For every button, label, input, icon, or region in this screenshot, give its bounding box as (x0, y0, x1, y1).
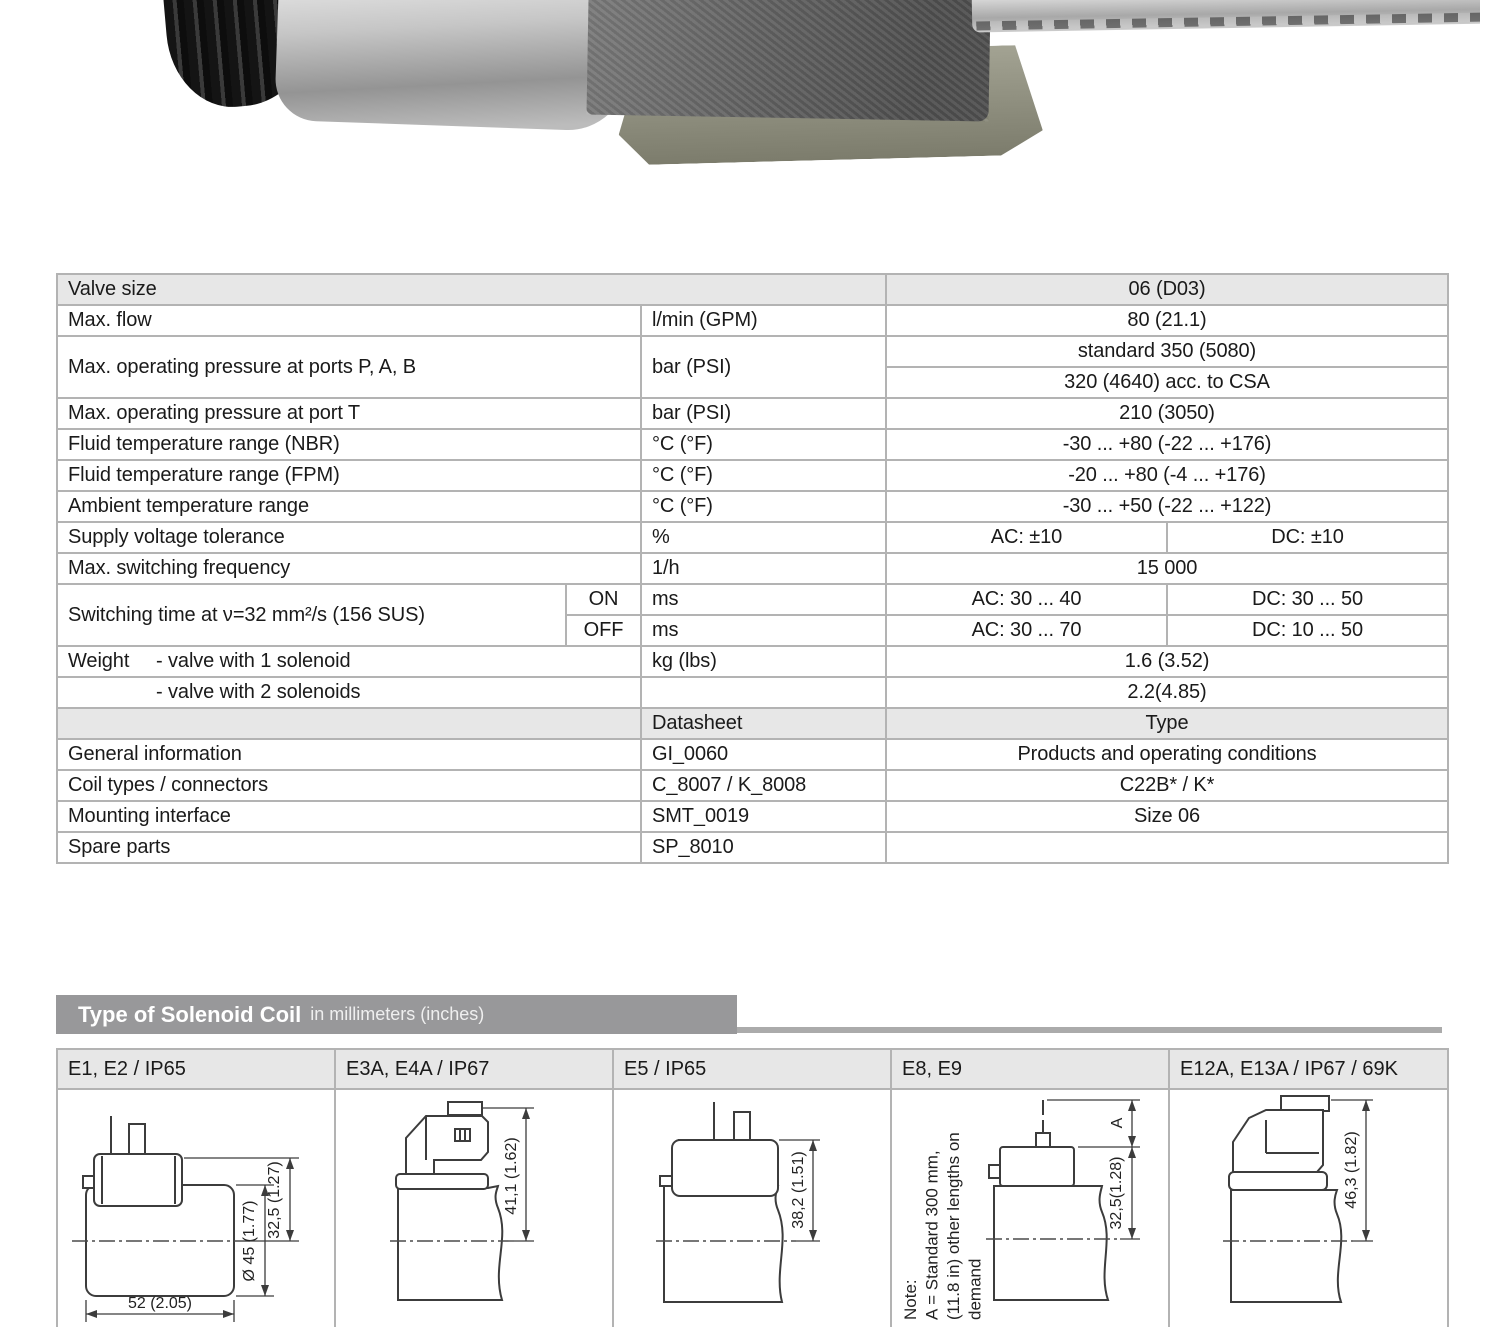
coil-col-header-e12a-e13a: E12A, E13A / IP67 / 69K (1169, 1049, 1448, 1089)
dimension-label-height: 38,2 (1.51) (790, 1151, 807, 1229)
pressure-pab-unit: bar (PSI) (641, 336, 886, 398)
switching-time-off-unit: ms (641, 615, 886, 646)
coil-cell-e5 (613, 1089, 891, 1327)
weight-1-item: - valve with 1 solenoid (156, 650, 351, 672)
coil-col-header-e1-e2: E1, E2 / IP65 (57, 1049, 335, 1089)
valve-product-photo (140, 0, 1480, 168)
valve-right-tube (972, 0, 1480, 33)
coil-col-header-e3a-e4a: E3A, E4A / IP67 (335, 1049, 613, 1089)
general-info-datasheet: GI_0060 (641, 739, 886, 770)
mounting-type: Size 06 (886, 801, 1448, 832)
switching-freq-unit: 1/h (641, 553, 886, 584)
dimension-label-width: 52 (2.05) (127, 1295, 193, 1312)
coil-cell-e8-e9 (891, 1089, 1169, 1327)
fluid-temp-nbr-unit: °C (°F) (641, 429, 886, 460)
switching-time-on: ON (566, 584, 641, 615)
supply-voltage-ac: AC: ±10 (886, 522, 1167, 553)
coil-types-datasheet: C_8007 / K_8008 (641, 770, 886, 801)
spec-table (56, 273, 1449, 864)
weight-1-value: 1.6 (3.52) (886, 646, 1448, 677)
coil-section-subtitle: in millimeters (inches) (310, 1004, 485, 1024)
weight-word: Weight (68, 650, 130, 672)
switching-time-on-unit: ms (641, 584, 886, 615)
general-info-type: Products and operating conditions (886, 739, 1448, 770)
supply-voltage-label: Supply voltage tolerance (57, 522, 641, 553)
supply-voltage-dc: DC: ±10 (1167, 522, 1448, 553)
switching-freq-value: 15 000 (886, 553, 1448, 584)
switching-time-label: Switching time at ν=32 mm²/s (156 SUS) (57, 584, 566, 646)
max-flow-unit: l/min (GPM) (641, 305, 886, 336)
mounting-label: Mounting interface (57, 801, 641, 832)
coil-diagram-e5 (614, 1090, 890, 1325)
pressure-pab-value-standard: standard 350 (5080) (886, 336, 1448, 367)
weight-unit: kg (lbs) (641, 646, 886, 677)
pressure-pab-label: Max. operating pressure at ports P, A, B (57, 336, 641, 398)
coil-cell-e12a-e13a (1169, 1089, 1448, 1327)
valve-solenoid-tube (274, 0, 634, 132)
switching-time-off-ac: AC: 30 ... 70 (886, 615, 1167, 646)
coil-diagram-e1-e2 (58, 1090, 334, 1325)
spare-parts-datasheet: SP_8010 (641, 832, 886, 863)
coil-diagram-e3a-e4a (336, 1090, 612, 1325)
supply-voltage-unit: % (641, 522, 886, 553)
ambient-temp-unit: °C (°F) (641, 491, 886, 522)
coil-diagram-e12a-e13a (1171, 1090, 1447, 1325)
coil-col-header-e5: E5 / IP65 (613, 1049, 891, 1089)
general-info-label: General information (57, 739, 641, 770)
weight-2-unit-empty (641, 677, 886, 708)
switching-time-off: OFF (566, 615, 641, 646)
fluid-temp-nbr-value: -30 ... +80 (-22 ... +176) (886, 429, 1448, 460)
fluid-temp-nbr-label: Fluid temperature range (NBR) (57, 429, 641, 460)
pressure-pab-value-csa: 320 (4640) acc. to CSA (886, 367, 1448, 398)
coil-diagram-e8-e9 (892, 1090, 1168, 1325)
fluid-temp-fpm-unit: °C (°F) (641, 460, 886, 491)
ambient-temp-value: -30 ... +50 (-22 ... +122) (886, 491, 1448, 522)
coil-cell-e1-e2 (57, 1089, 335, 1327)
dimension-label-length: A (1109, 1117, 1126, 1129)
valve-size-label: Valve size (57, 274, 886, 305)
mounting-datasheet: SMT_0019 (641, 801, 886, 832)
pressure-t-unit: bar (PSI) (641, 398, 886, 429)
spare-parts-label: Spare parts (57, 832, 641, 863)
coil-section-title: Type of Solenoid Coil (78, 1001, 302, 1027)
dimension-label-height: 46,3 (1.82) (1342, 1131, 1360, 1209)
dimension-label-diameter: Ø 45 (1.77) (241, 1200, 258, 1282)
fluid-temp-fpm-label: Fluid temperature range (FPM) (57, 460, 641, 491)
ref-header-type: Type (886, 708, 1448, 739)
coil-types-label: Coil types / connectors (57, 770, 641, 801)
coil-types-type: C22B* / K* (886, 770, 1448, 801)
ref-header-empty (57, 708, 641, 739)
coil-col-header-e8-e9: E8, E9 (891, 1049, 1169, 1089)
weight-1-label (57, 646, 641, 677)
ref-header-datasheet: Datasheet (641, 708, 886, 739)
pressure-t-label: Max. operating pressure at port T (57, 398, 641, 429)
coil-cell-e3a-e4a (335, 1089, 613, 1327)
dimension-label-height: 32,5 (1.27) (266, 1161, 283, 1239)
pressure-t-value: 210 (3050) (886, 398, 1448, 429)
switching-time-off-dc: DC: 10 ... 50 (1167, 615, 1448, 646)
coil-note: Note: A = Standard 300 mm, (11.8 in) other lengths on demand (901, 1132, 985, 1320)
max-flow-label: Max. flow (57, 305, 641, 336)
spare-parts-type-empty (886, 832, 1448, 863)
coil-section-title-bar (56, 995, 737, 1034)
switching-time-on-ac: AC: 30 ... 40 (886, 584, 1167, 615)
fluid-temp-fpm-value: -20 ... +80 (-4 ... +176) (886, 460, 1448, 491)
coil-grid (56, 1048, 1449, 1327)
max-flow-value: 80 (21.1) (886, 305, 1448, 336)
ambient-temp-label: Ambient temperature range (57, 491, 641, 522)
dimension-label-height: 41,1 (1.62) (503, 1137, 520, 1215)
switching-time-on-dc: DC: 30 ... 50 (1167, 584, 1448, 615)
valve-size-value: 06 (D03) (886, 274, 1448, 305)
dimension-label-height: 32,5(1.28) (1108, 1156, 1125, 1230)
weight-2-value: 2.2(4.85) (886, 677, 1448, 708)
switching-freq-label: Max. switching frequency (57, 553, 641, 584)
weight-2-label: - valve with 2 solenoids (57, 677, 641, 708)
coil-section-rule (737, 1027, 1442, 1033)
valve-body (586, 0, 991, 121)
